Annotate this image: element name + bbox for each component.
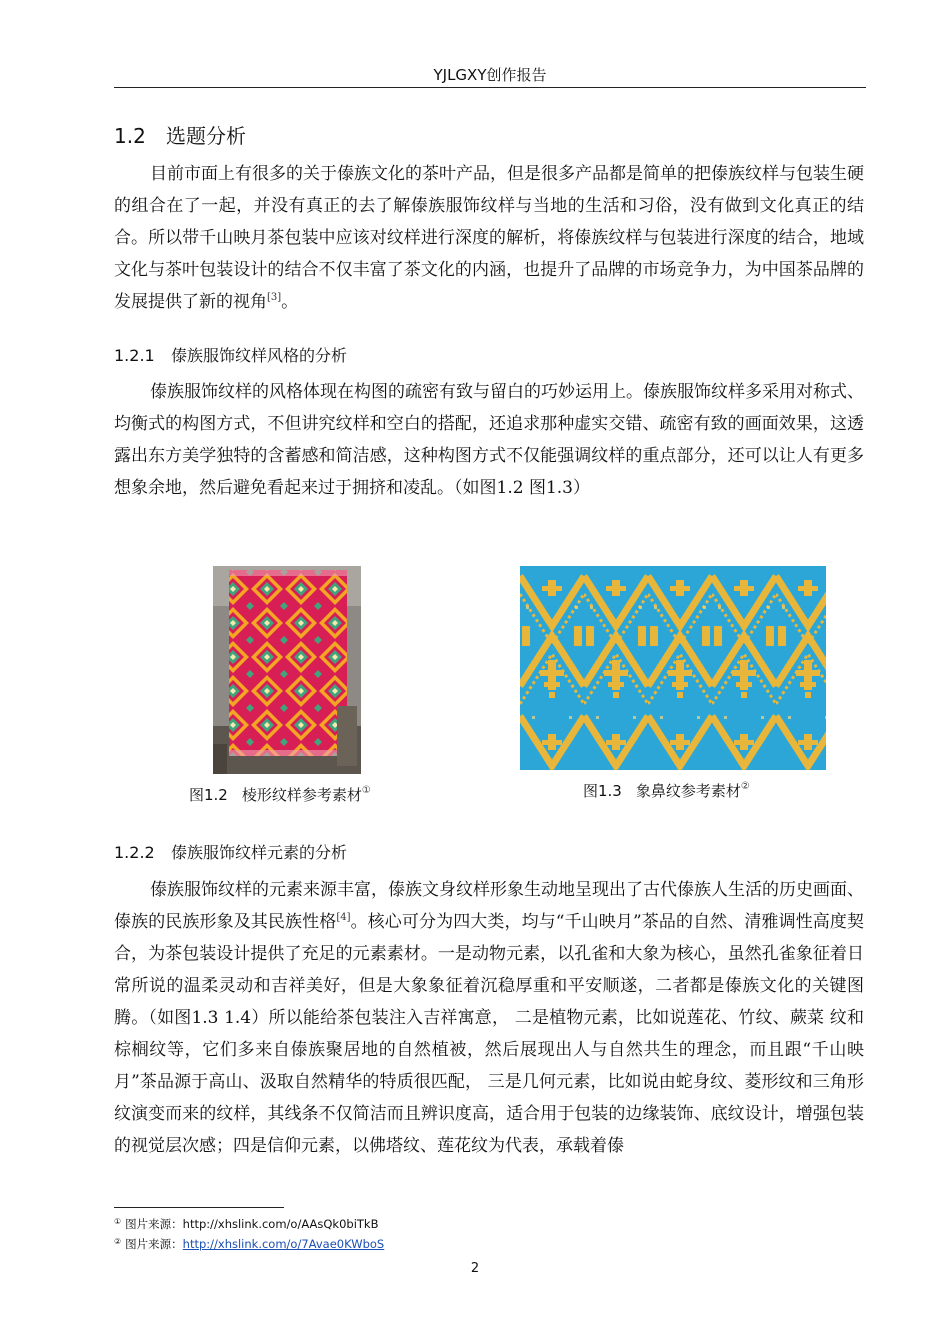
section-title: 选题分析	[166, 124, 246, 148]
paragraph-style-text: 傣族服饰纹样的风格体现在构图的疏密有致与留白的巧妙运用上。傣族服饰纹样多采用对称式、均衡式的构图方式，不但讲究纹样和空白的搭配，还追求那种虚实交错、疏密有致的画面效果，这透露出东方美学独特的含蓄感和简洁感，这种构图方式不仅能强调纹样的重点部分，还可以让人有更多想象余地，然后避免看起来过于拥挤和凌乱。（如图1.2 图1.3）	[114, 382, 864, 498]
section-heading	[114, 120, 246, 149]
paragraph-elements-text: 傣族服饰纹样的元素来源丰富，傣族文身纹样形象生动地呈现出了古代傣族人生活的历史画面、傣族的民族形象及其民族性格	[114, 880, 864, 932]
footnote-rule	[114, 1207, 284, 1208]
footnote-1	[114, 1216, 378, 1232]
subsection-number: 1.2.1	[114, 346, 155, 365]
figure-caption-1-3	[583, 780, 750, 801]
section-number: 1.2	[114, 124, 146, 148]
subsection-heading-elements	[114, 840, 347, 863]
subsection-number: 1.2.2	[114, 843, 155, 862]
paragraph-intro-tail: 。	[281, 292, 299, 312]
subsection-title: 傣族服饰纹样元素的分析	[171, 843, 348, 862]
footnote-label: 图片来源：	[125, 1217, 183, 1231]
paragraph-elements-tail: 。核心可分为四大类，均与“千山映月”茶品的自然、清雅调性高度契合，为茶包装设计提供了充足的元素素材。一是动物元素，以孔雀和大象为核心，虽然孔雀象征着日常所说的温柔灵动和吉祥美好，但是大象象征着沉稳厚重和平安顺遂，二者都是傣族文化的关键图腾。（如图1.3 1.4）所以能给茶包装注入吉祥寓意， 二是植物元素，比如说莲花、竹纹、蕨菜 纹和棕榈纹等，它们多来自傣族聚居地的自然植被，然后展现出人与自然共生的理念，而且跟“千山映月”茶品源于高山、汲取自然精华的特质很匹配， 三是几何元素，比如说由蛇身纹、菱形纹和三角形纹演变而来的纹样，其线条不仅简洁而且辨识度高，适合用于包装的边缘装饰、底纹设计，增强包装的视觉层次感；四是信仰元素，以佛塔纹、莲花纹为代表，承载着傣	[114, 912, 864, 1156]
figure-number: 图1.2	[189, 786, 228, 804]
figure-elephant-trunk-fabric-image	[520, 566, 826, 770]
paragraph-intro-text: 目前市面上有很多的关于傣族文化的茶叶产品，但是很多产品都是简单的把傣族纹样与包装生硬的组合在了一起，并没有真正的去了解傣族服饰纹样与当地的生活和习俗，没有做到文化真正的结合。所以带千山映月茶包装中应该对纹样进行深度的解析，将傣族纹样与包装进行深度的结合，地域文化与茶叶包装设计的结合不仅丰富了茶文化的内涵，也提升了品牌的市场竞争力，为中国茶品牌的发展提供了新的视角	[114, 164, 864, 312]
header-rule	[114, 87, 866, 88]
paragraph-elements	[114, 874, 864, 1162]
figure-number: 图1.3	[583, 782, 622, 800]
footnote-label: 图片来源：	[125, 1237, 183, 1251]
citation-ref[interactable]: [3]	[267, 292, 282, 303]
footnote-marker[interactable]: ①	[361, 785, 371, 796]
footnote-2	[114, 1236, 384, 1252]
footnote-marker[interactable]: ②	[740, 781, 750, 792]
paragraph-style	[114, 376, 864, 504]
subsection-heading-style	[114, 343, 347, 366]
figure-caption-text: 棱形纹样参考素材	[241, 786, 362, 804]
paragraph-intro	[114, 158, 864, 318]
footnote-url[interactable]: http://xhslink.com/o/AAsQk0biTkB	[182, 1217, 379, 1231]
figure-caption-text: 象鼻纹参考素材	[635, 782, 741, 800]
footnote-link[interactable]: http://xhslink.com/o/7Avae0KWboS	[182, 1237, 385, 1251]
citation-ref[interactable]: [4]	[336, 912, 351, 923]
footnote-mark: ①	[114, 1217, 122, 1226]
figure-rhombus-fabric-image	[213, 566, 361, 774]
subsection-title: 傣族服饰纹样风格的分析	[171, 346, 348, 365]
page-header: YJLGXY创作报告	[433, 66, 547, 84]
footnote-mark: ②	[114, 1237, 122, 1246]
figure-caption-1-2	[189, 784, 371, 805]
page-number: 2	[470, 1261, 480, 1276]
